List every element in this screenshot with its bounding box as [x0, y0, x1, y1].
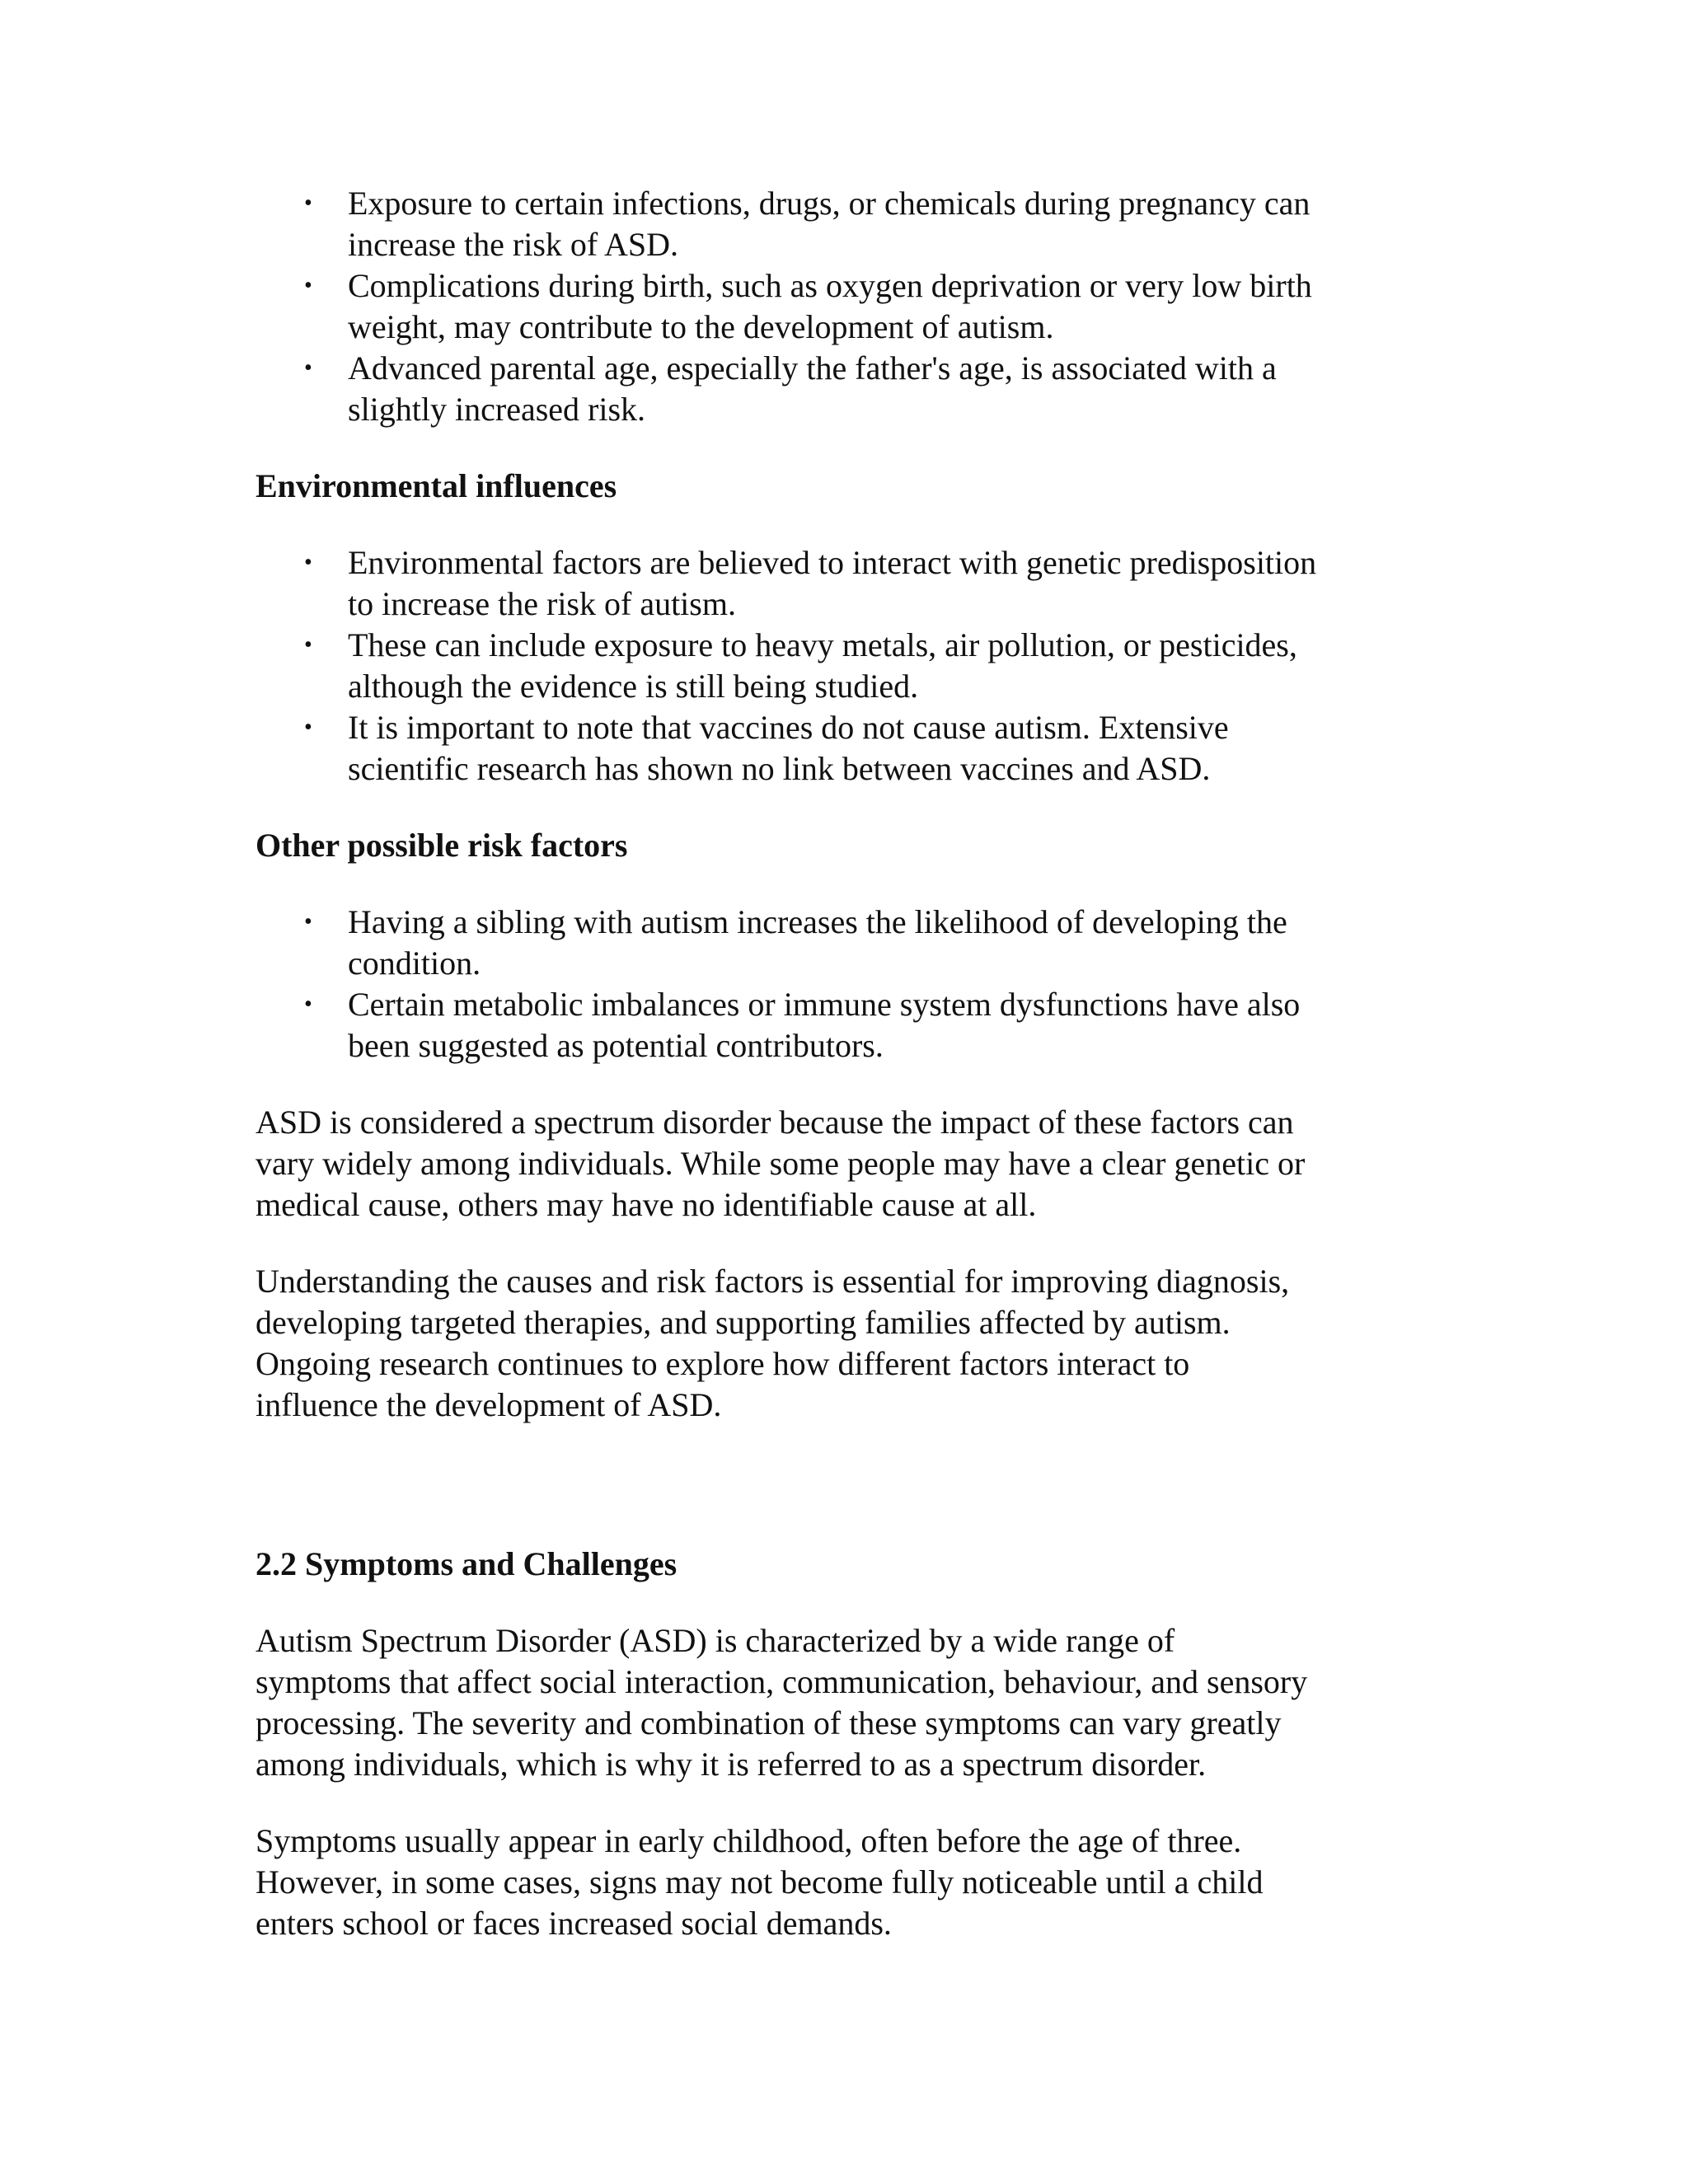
environmental-factor-list [256, 542, 1434, 790]
list-item [256, 625, 1434, 707]
list-item [256, 348, 1434, 430]
paragraph-line: symptoms that affect social interaction, communication, behaviour, and sensory [256, 1663, 1308, 1700]
risk-factor-list-pregnancy [256, 183, 1434, 430]
list-item-line: Advanced parental age, especially the father's age, is associated with a [348, 349, 1277, 387]
list-item [256, 902, 1434, 984]
list-item-line: Certain metabolic imbalances or immune system dysfunctions have also [348, 986, 1301, 1023]
paragraph-line: influence the development of ASD. [256, 1386, 722, 1423]
paragraph-symptom-onset [256, 1821, 1434, 1944]
list-item-line: Complications during birth, such as oxygen deprivation or very low birth [348, 267, 1312, 304]
list-item-line: scientific research has shown no link between vaccines and ASD. [348, 750, 1211, 787]
list-item-line: Exposure to certain infections, drugs, or chemicals during pregnancy can [348, 185, 1311, 222]
list-item-line: It is important to note that vaccines do not cause autism. Extensive [348, 709, 1229, 746]
list-item-line: to increase the risk of autism. [348, 585, 736, 622]
paragraph-line: enters school or faces increased social demands. [256, 1905, 892, 1942]
list-item-line: weight, may contribute to the development of autism. [348, 308, 1054, 345]
list-item-line: Environmental factors are believed to interact with genetic predisposition [348, 544, 1317, 581]
paragraph-line: Symptoms usually appear in early childhood, often before the age of three. [256, 1822, 1242, 1859]
list-item [256, 707, 1434, 790]
list-item-line: been suggested as potential contributors. [348, 1027, 884, 1064]
list-item-line: Having a sibling with autism increases the likelihood of developing the [348, 903, 1287, 940]
paragraph-line: ASD is considered a spectrum disorder because the impact of these factors can [256, 1104, 1294, 1141]
bullet-icon: • [304, 632, 312, 658]
bullet-icon: • [304, 273, 312, 298]
bullet-icon: • [304, 909, 312, 935]
paragraph-line: Ongoing research continues to explore how different factors interact to [256, 1345, 1190, 1382]
list-item [256, 183, 1434, 265]
paragraph-line: developing targeted therapies, and supporting families affected by autism. [256, 1304, 1231, 1341]
paragraph-line: among individuals, which is why it is referred to as a spectrum disorder. [256, 1746, 1207, 1783]
paragraph-asd-definition [256, 1620, 1434, 1785]
list-item-line: slightly increased risk. [348, 391, 646, 428]
paragraph-line: vary widely among individuals. While some people may have a clear genetic or [256, 1145, 1306, 1182]
paragraph-line: However, in some cases, signs may not become fully noticeable until a child [256, 1863, 1264, 1900]
list-item-line: These can include exposure to heavy metals, air pollution, or pesticides, [348, 626, 1297, 663]
list-item [256, 984, 1434, 1066]
paragraph-understanding-causes [256, 1261, 1434, 1426]
paragraph-spectrum-disorder [256, 1102, 1434, 1226]
page-content [256, 183, 1434, 1944]
bullet-icon: • [304, 355, 312, 381]
list-item [256, 265, 1434, 348]
list-item [256, 542, 1434, 625]
heading-environmental-influences: Environmental influences [256, 467, 617, 504]
section-heading-symptoms: 2.2 Symptoms and Challenges [256, 1545, 678, 1582]
heading-other-risk-factors: Other possible risk factors [256, 827, 628, 864]
list-item-line: increase the risk of ASD. [348, 226, 679, 263]
paragraph-line: Autism Spectrum Disorder (ASD) is characterized by a wide range of [256, 1622, 1175, 1659]
list-item-line: condition. [348, 944, 481, 982]
bullet-icon: • [304, 550, 312, 575]
bullet-icon: • [304, 715, 312, 740]
other-risk-factor-list [256, 902, 1434, 1066]
list-item-line: although the evidence is still being studied. [348, 668, 919, 705]
bullet-icon: • [304, 991, 312, 1017]
bullet-icon: • [304, 190, 312, 216]
paragraph-line: medical cause, others may have no identifiable cause at all. [256, 1186, 1037, 1223]
paragraph-line: processing. The severity and combination of these symptoms can vary greatly [256, 1704, 1282, 1741]
paragraph-line: Understanding the causes and risk factors is essential for improving diagnosis, [256, 1263, 1290, 1300]
